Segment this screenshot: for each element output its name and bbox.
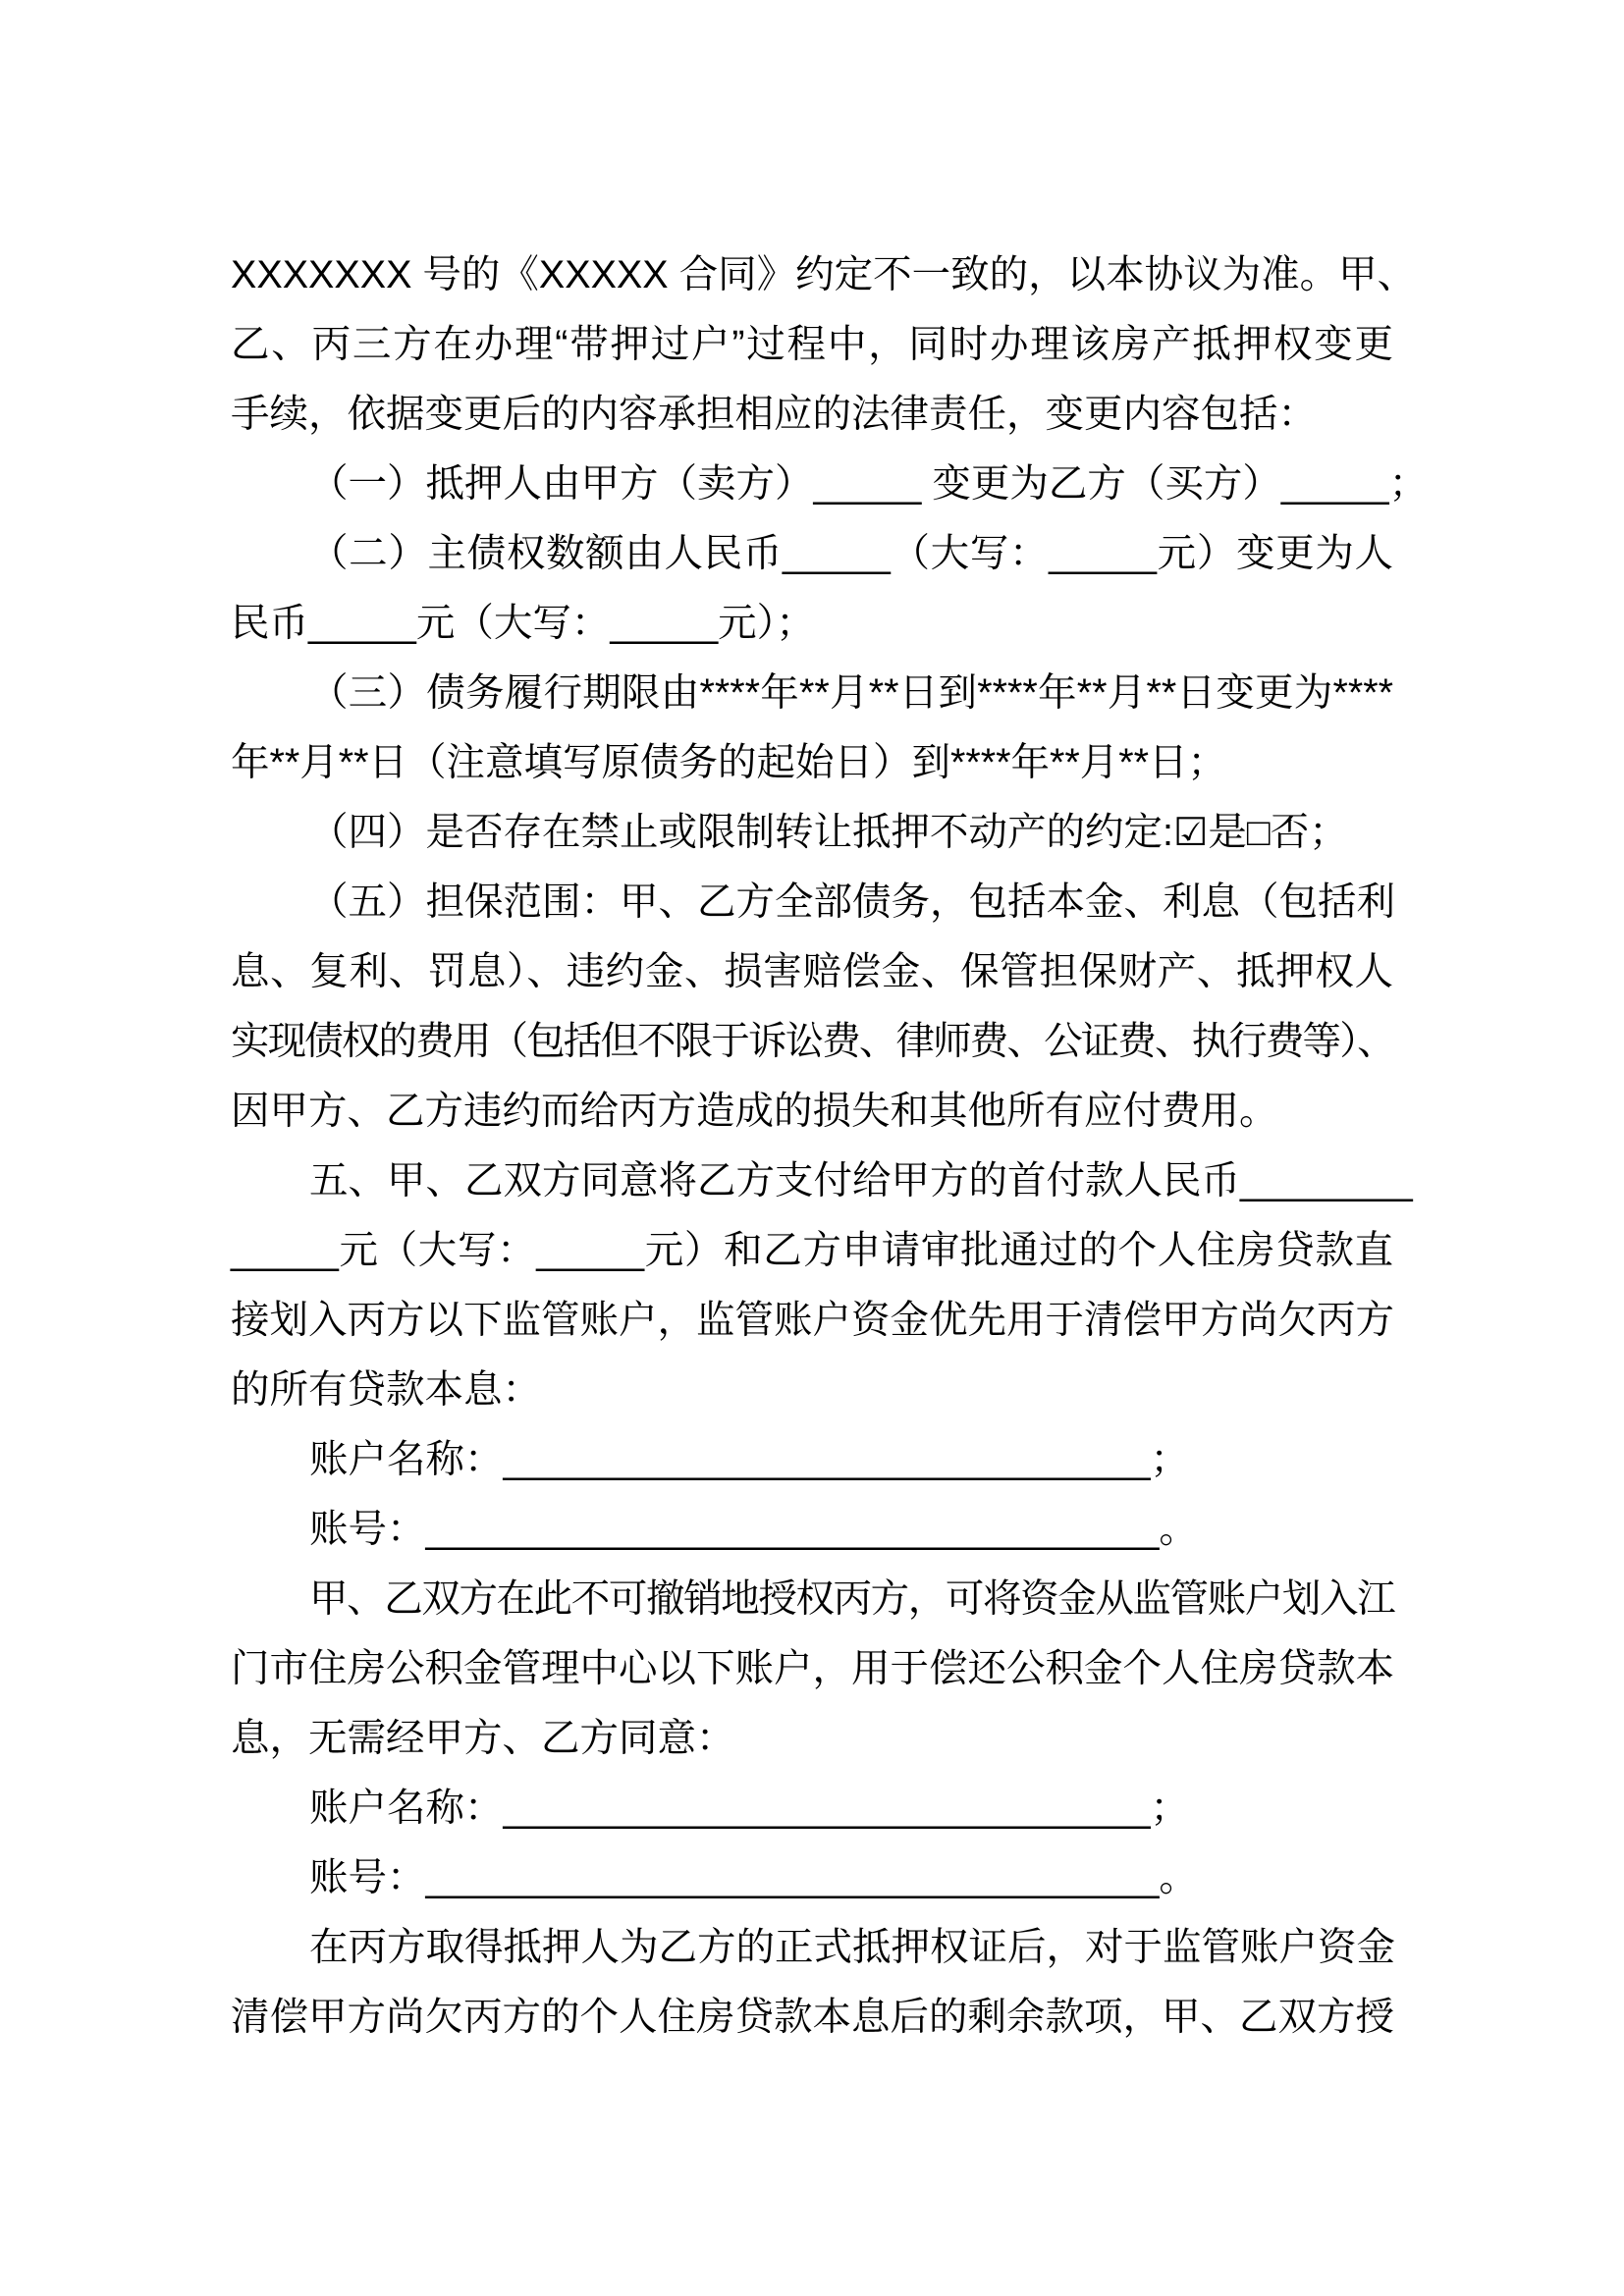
document-line: （一）抵押人由甲方（卖方）_____ 变更为乙方（买方）_____； bbox=[309, 462, 1429, 506]
document-line: 账户名称：______________________________； bbox=[309, 1438, 1190, 1481]
document-line: 账号：__________________________________。 bbox=[309, 1508, 1198, 1551]
document-line: 在丙方取得抵押人为乙方的正式抵押权证后，对于监管账户资金 bbox=[309, 1926, 1395, 1969]
document-line: （五）担保范围：甲、乙方全部债务，包括本金、利息（包括利 bbox=[309, 881, 1395, 924]
document-line: 息、复利、罚息）、违约金、损害赔偿金、保管担保财产、抵押权人 bbox=[231, 950, 1393, 993]
document-line: 甲、乙双方在此不可撤销地授权丙方，可将资金从监管账户划入江 bbox=[309, 1577, 1393, 1621]
document-line: 年**月**日（注意填写原债务的起始日）到****年**月**日； bbox=[231, 741, 1226, 784]
document-line: 账号：__________________________________。 bbox=[309, 1856, 1198, 1899]
document-line: XXXXXXX 号的《XXXXX 合同》约定不一致的，以本协议为准。甲、 bbox=[231, 253, 1417, 296]
document-line: （三）债务履行期限由****年**月**日到****年**月**日变更为**** bbox=[309, 671, 1393, 715]
document-line: 清偿甲方尚欠丙方的个人住房贷款本息后的剩余款项，甲、乙双方授 bbox=[231, 1996, 1394, 2039]
document-line: （四）是否存在禁止或限制转让抵押不动产的约定:☑是□否； bbox=[309, 811, 1348, 854]
document-line: 乙、丙三方在办理“带押过户”过程中，同时办理该房产抵押权变更 bbox=[231, 323, 1393, 366]
document-line: 五、甲、乙双方同意将乙方支付给甲方的首付款人民币________ bbox=[309, 1159, 1413, 1202]
document-line: 门市住房公积金管理中心以下账户，用于偿还公积金个人住房贷款本 bbox=[231, 1647, 1394, 1690]
document-line: 手续，依据变更后的内容承担相应的法律责任，变更内容包括： bbox=[231, 393, 1317, 436]
document-line: 实现债权的费用（包括但不限于诉讼费、律师费、公证费、执行费等）、 bbox=[231, 1020, 1393, 1063]
document-line: 接划入丙方以下监管账户，监管账户资金优先用于清偿甲方尚欠丙方 bbox=[231, 1299, 1394, 1342]
document-line: 民币_____元（大写：_____元）； bbox=[231, 602, 815, 645]
document-line: 息，无需经甲方、乙方同意： bbox=[231, 1717, 735, 1760]
document-line: 账户名称：______________________________； bbox=[309, 1787, 1190, 1830]
document-line: （二）主债权数额由人民币_____（大写：_____元）变更为人 bbox=[309, 532, 1393, 575]
contract-text-block bbox=[231, 240, 1429, 2053]
document-line: 的所有贷款本息： bbox=[231, 1368, 541, 1412]
document-line: 因甲方、乙方违约而给丙方造成的损失和其他所有应付费用。 bbox=[231, 1090, 1278, 1133]
document-line: _____元（大写：_____元）和乙方申请审批通过的个人住房贷款直 bbox=[231, 1229, 1393, 1272]
